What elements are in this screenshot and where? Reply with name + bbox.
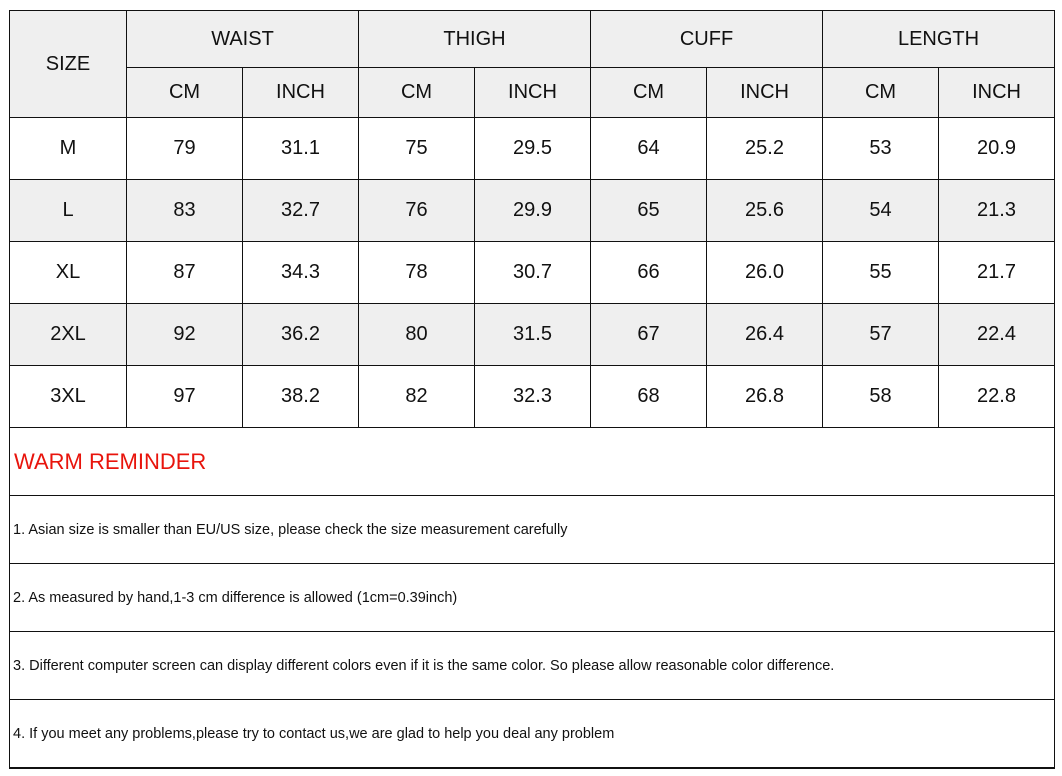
value-cell: 25.6 [707,180,823,242]
waist-cm-header: CM [127,68,243,118]
size-chart [9,10,1055,769]
value-cell: 75 [359,118,475,180]
cuff-cm-header: CM [591,68,707,118]
table-row [10,118,1055,180]
warm-reminder-title: WARM REMINDER [10,428,1054,496]
table-body [10,118,1055,428]
value-cell: 22.8 [939,366,1055,428]
table-row [10,304,1055,366]
value-cell: 32.3 [475,366,591,428]
size-cell: L [10,180,127,242]
value-cell: 55 [823,242,939,304]
value-cell: 36.2 [243,304,359,366]
thigh-inch-header: INCH [475,68,591,118]
size-column-header: SIZE [10,11,127,118]
size-cell: 2XL [10,304,127,366]
reminder-note: 3. Different computer screen can display different colors even if it is the same color. So please allow reasonable color difference. [10,632,1054,700]
table-header [10,11,1055,118]
waist-header: WAIST [127,11,359,68]
size-cell: M [10,118,127,180]
thigh-header: THIGH [359,11,591,68]
value-cell: 68 [591,366,707,428]
size-cell: XL [10,242,127,304]
value-cell: 31.5 [475,304,591,366]
value-cell: 30.7 [475,242,591,304]
value-cell: 29.5 [475,118,591,180]
value-cell: 25.2 [707,118,823,180]
warm-reminder-section [9,428,1055,769]
value-cell: 54 [823,180,939,242]
value-cell: 78 [359,242,475,304]
value-cell: 66 [591,242,707,304]
waist-inch-header: INCH [243,68,359,118]
table-row [10,180,1055,242]
reminder-note: 4. If you meet any problems,please try to contact us,we are glad to help you deal any problem [10,700,1054,768]
value-cell: 79 [127,118,243,180]
value-cell: 57 [823,304,939,366]
reminder-note: 2. As measured by hand,1-3 cm difference is allowed (1cm=0.39inch) [10,564,1054,632]
thigh-cm-header: CM [359,68,475,118]
value-cell: 21.7 [939,242,1055,304]
value-cell: 64 [591,118,707,180]
size-cell: 3XL [10,366,127,428]
size-table [9,10,1055,428]
value-cell: 80 [359,304,475,366]
table-row [10,242,1055,304]
value-cell: 76 [359,180,475,242]
value-cell: 97 [127,366,243,428]
value-cell: 87 [127,242,243,304]
value-cell: 58 [823,366,939,428]
cuff-inch-header: INCH [707,68,823,118]
cuff-header: CUFF [591,11,823,68]
value-cell: 26.4 [707,304,823,366]
value-cell: 26.0 [707,242,823,304]
value-cell: 53 [823,118,939,180]
value-cell: 20.9 [939,118,1055,180]
length-header: LENGTH [823,11,1055,68]
value-cell: 82 [359,366,475,428]
value-cell: 22.4 [939,304,1055,366]
value-cell: 34.3 [243,242,359,304]
value-cell: 92 [127,304,243,366]
value-cell: 21.3 [939,180,1055,242]
length-inch-header: INCH [939,68,1055,118]
value-cell: 67 [591,304,707,366]
value-cell: 38.2 [243,366,359,428]
value-cell: 31.1 [243,118,359,180]
value-cell: 83 [127,180,243,242]
value-cell: 29.9 [475,180,591,242]
value-cell: 32.7 [243,180,359,242]
value-cell: 65 [591,180,707,242]
value-cell: 26.8 [707,366,823,428]
reminder-note: 1. Asian size is smaller than EU/US size, please check the size measurement carefully [10,496,1054,564]
table-row [10,366,1055,428]
length-cm-header: CM [823,68,939,118]
